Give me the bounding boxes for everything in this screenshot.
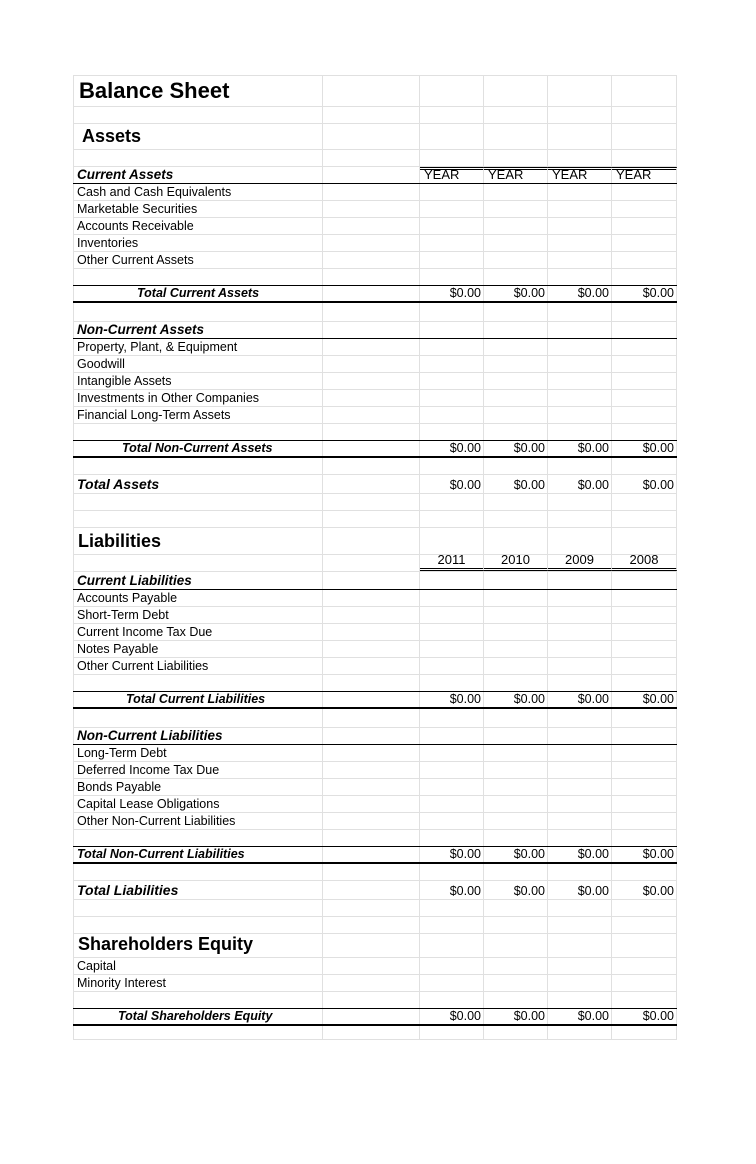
table-row — [73, 658, 677, 675]
table-row — [73, 184, 677, 201]
table-row — [73, 762, 677, 779]
line-item-label: Bonds Payable — [77, 780, 162, 794]
total-current-assets-label: Total Current Assets — [137, 286, 260, 300]
sheet-row — [73, 269, 677, 286]
noncurrent-assets-heading: Non-Current Assets — [77, 322, 205, 337]
cell[interactable] — [73, 76, 323, 106]
sheet-row — [73, 728, 677, 745]
sheet-row — [73, 917, 677, 934]
total-row — [73, 881, 677, 900]
table-row — [73, 201, 677, 218]
table-row — [73, 745, 677, 762]
total-value: $0.00 — [449, 441, 481, 455]
total-value: $0.00 — [577, 441, 609, 455]
equity-heading: Shareholders Equity — [78, 934, 254, 954]
sheet-row — [73, 424, 677, 441]
line-item-label: Investments in Other Companies — [77, 391, 260, 405]
sheet-row — [73, 458, 677, 475]
table-row — [73, 975, 677, 992]
sheet-row — [73, 900, 677, 917]
year-label: 2009 — [565, 552, 594, 567]
sheet-row — [73, 572, 677, 590]
total-equity-label: Total Shareholders Equity — [118, 1009, 273, 1023]
sheet-row — [73, 107, 677, 124]
total-current-liabilities-label: Total Current Liabilities — [126, 692, 266, 706]
total-value: $0.00 — [449, 692, 481, 706]
line-item-label: Current Income Tax Due — [77, 625, 213, 639]
line-item-label: Capital — [77, 959, 116, 973]
table-row — [73, 235, 677, 252]
sheet-row — [73, 675, 677, 692]
total-row — [73, 692, 677, 709]
sheet-row — [73, 934, 677, 958]
year-header: YEAR — [616, 167, 652, 182]
line-item-label: Accounts Payable — [77, 591, 178, 605]
total-value: $0.00 — [513, 286, 545, 300]
sheet-row — [73, 303, 677, 322]
table-row — [73, 390, 677, 407]
year-header: YEAR — [552, 167, 588, 182]
liabilities-heading: Liabilities — [78, 531, 162, 551]
sheet-row — [73, 830, 677, 847]
total-assets-label: Total Assets — [77, 476, 160, 492]
table-row — [73, 779, 677, 796]
total-value: $0.00 — [513, 441, 545, 455]
total-value: $0.00 — [577, 1009, 609, 1023]
total-value: $0.00 — [449, 847, 481, 861]
line-item-label: Capital Lease Obligations — [77, 797, 220, 811]
total-value: $0.00 — [513, 847, 545, 861]
sheet-row — [73, 528, 677, 555]
sheet-row — [73, 511, 677, 528]
sheet-row — [73, 709, 677, 728]
total-value: $0.00 — [642, 286, 674, 300]
total-value: $0.00 — [449, 884, 481, 898]
total-noncurrent-liabilities-label: Total Non-Current Liabilities — [77, 847, 245, 861]
sheet-row — [73, 992, 677, 1009]
line-item-label: Accounts Receivable — [77, 219, 194, 233]
total-value: $0.00 — [513, 884, 545, 898]
line-item-label: Property, Plant, & Equipment — [77, 340, 238, 354]
total-value: $0.00 — [577, 692, 609, 706]
sheet-row — [73, 322, 677, 339]
total-row — [73, 286, 677, 303]
table-row — [73, 590, 677, 607]
table-row — [73, 796, 677, 813]
line-item-label: Long-Term Debt — [77, 746, 167, 760]
line-item-label: Cash and Cash Equivalents — [77, 185, 232, 199]
sheet-row — [73, 494, 677, 511]
total-value: $0.00 — [513, 1009, 545, 1023]
total-value: $0.00 — [642, 1009, 674, 1023]
line-item-label: Notes Payable — [77, 642, 159, 656]
line-item-label: Intangible Assets — [77, 374, 172, 388]
table-row — [73, 813, 677, 830]
total-value: $0.00 — [642, 847, 674, 861]
table-row — [73, 252, 677, 269]
table-row — [73, 373, 677, 390]
sheet-row — [73, 1026, 677, 1040]
total-row — [73, 441, 677, 458]
line-item-label: Short-Term Debt — [77, 608, 169, 622]
total-row — [73, 1009, 677, 1026]
total-value: $0.00 — [449, 478, 481, 492]
sheet-row — [73, 75, 677, 107]
total-value: $0.00 — [577, 884, 609, 898]
table-row — [73, 339, 677, 356]
assets-heading: Assets — [82, 126, 142, 146]
sheet-row — [73, 864, 677, 881]
total-value: $0.00 — [642, 441, 674, 455]
total-value: $0.00 — [642, 884, 674, 898]
total-noncurrent-assets-label: Total Non-Current Assets — [122, 441, 273, 455]
table-row — [73, 607, 677, 624]
table-row — [73, 958, 677, 975]
balance-sheet-grid — [73, 75, 677, 1040]
year-label: 2010 — [501, 552, 530, 567]
line-item-label: Other Current Assets — [77, 253, 194, 267]
line-item-label: Deferred Income Tax Due — [77, 763, 220, 777]
total-value: $0.00 — [449, 286, 481, 300]
table-row — [73, 218, 677, 235]
line-item-label: Goodwill — [77, 357, 125, 371]
total-row — [73, 847, 677, 864]
table-row — [73, 407, 677, 424]
year-header: YEAR — [424, 167, 460, 182]
total-value: $0.00 — [642, 478, 674, 492]
total-value: $0.00 — [642, 692, 674, 706]
line-item-label: Other Non-Current Liabilities — [77, 814, 236, 828]
year-label: 2011 — [437, 552, 466, 567]
total-value: $0.00 — [513, 478, 545, 492]
current-assets-heading: Current Assets — [77, 167, 174, 182]
line-item-label: Financial Long-Term Assets — [77, 408, 231, 422]
line-item-label: Marketable Securities — [77, 202, 198, 216]
total-value: $0.00 — [577, 286, 609, 300]
table-row — [73, 641, 677, 658]
total-value: $0.00 — [577, 478, 609, 492]
total-liabilities-label: Total Liabilities — [77, 882, 179, 898]
table-row — [73, 624, 677, 641]
year-header: YEAR — [488, 167, 524, 182]
total-value: $0.00 — [577, 847, 609, 861]
line-item-label: Minority Interest — [77, 976, 166, 990]
sheet-row — [73, 167, 677, 184]
line-item-label: Other Current Liabilities — [77, 659, 209, 673]
sheet-row — [73, 124, 677, 150]
noncurrent-liabilities-heading: Non-Current Liabilities — [77, 728, 223, 743]
table-row — [73, 356, 677, 373]
total-value: $0.00 — [449, 1009, 481, 1023]
line-item-label: Inventories — [77, 236, 139, 250]
current-liabilities-heading: Current Liabilities — [77, 573, 192, 588]
year-label: 2008 — [629, 552, 659, 567]
total-row — [73, 475, 677, 494]
total-value: $0.00 — [513, 692, 545, 706]
sheet-row — [73, 150, 677, 167]
year-row — [73, 552, 677, 572]
sheet-title: Balance Sheet — [79, 78, 230, 103]
